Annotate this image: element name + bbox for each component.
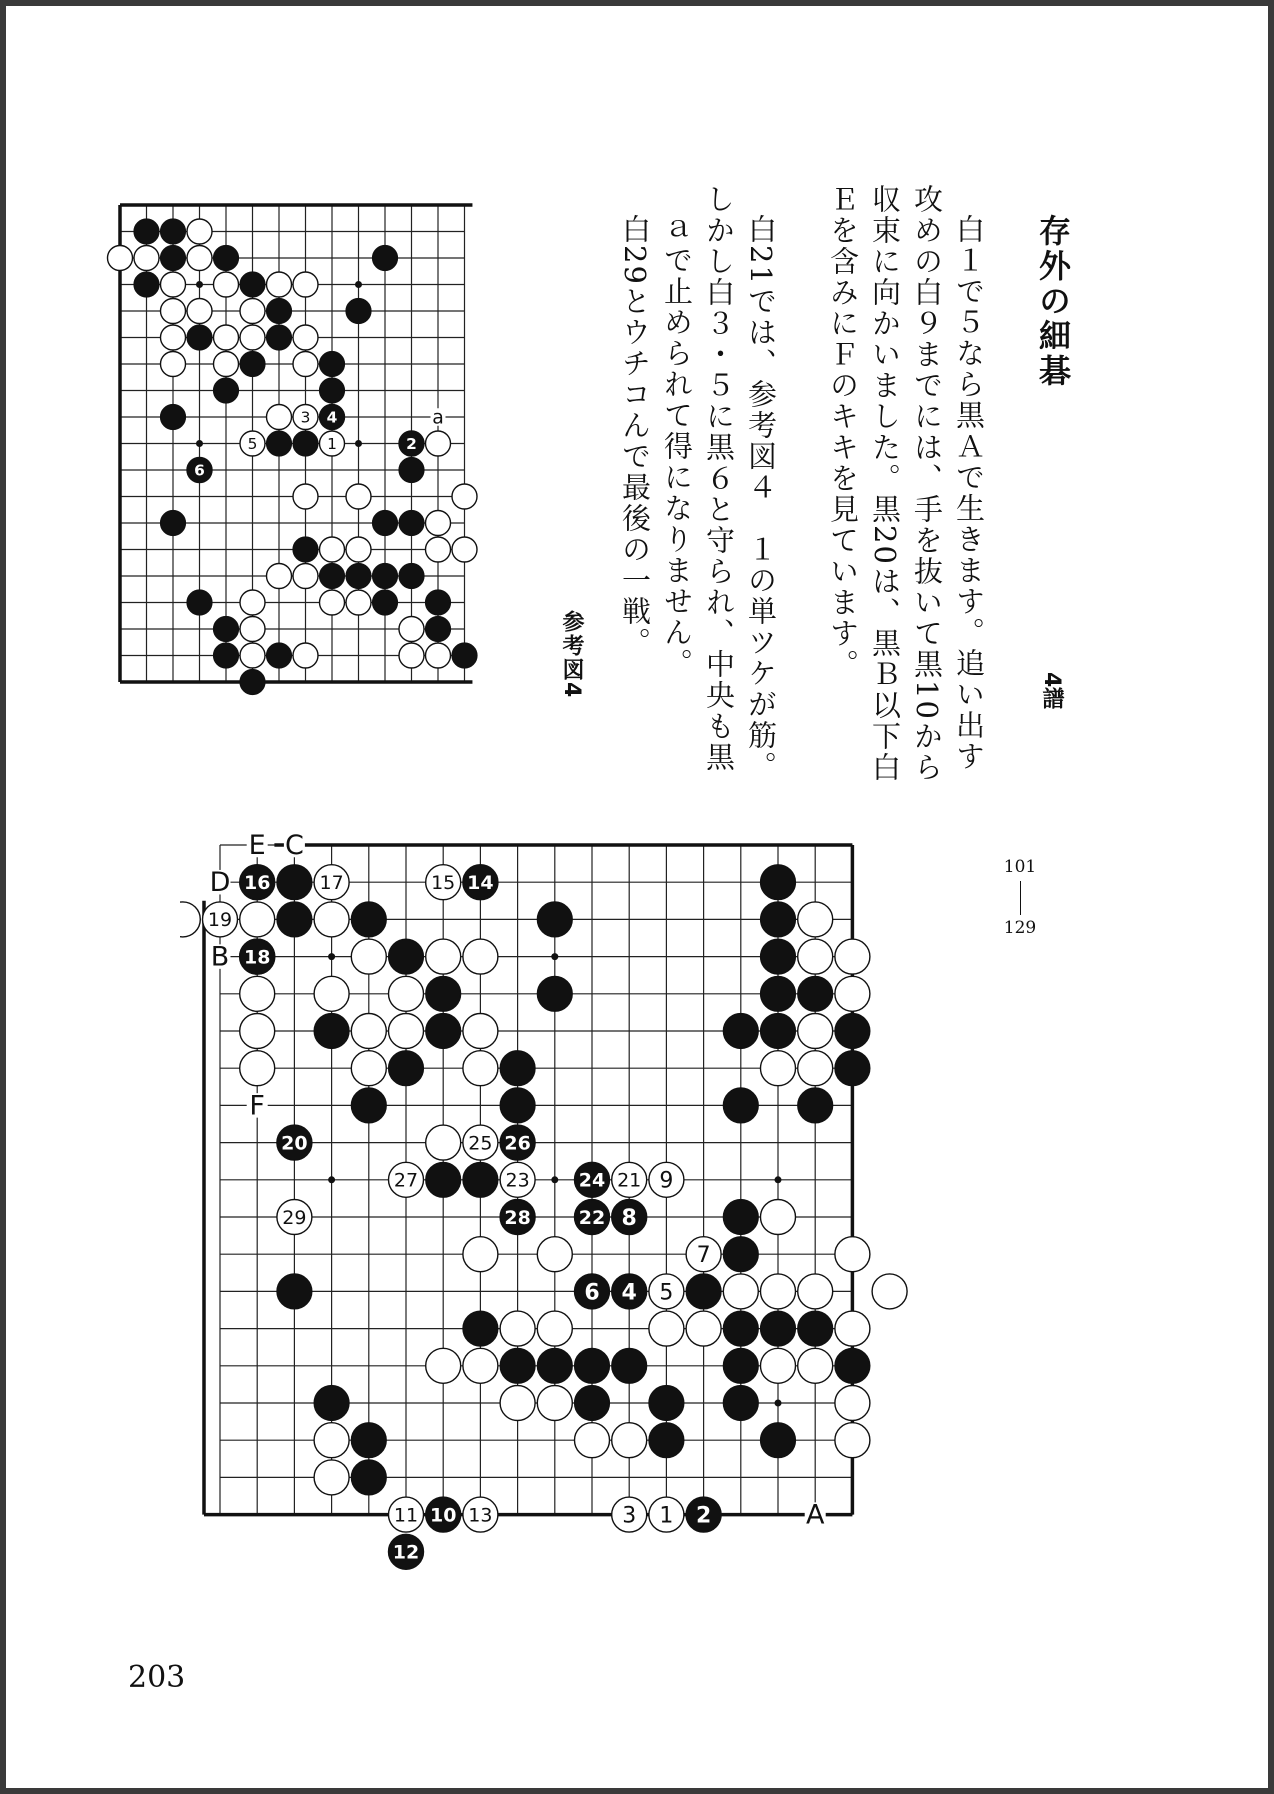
black-stone: [761, 1311, 796, 1346]
black-stone: [798, 976, 833, 1011]
move-number-22: 22: [578, 1206, 606, 1229]
black-stone: [399, 511, 424, 536]
white-stone: [108, 246, 133, 271]
white-stone: [500, 1386, 535, 1421]
black-stone: [500, 1051, 535, 1086]
star-point: [551, 1176, 558, 1183]
move-range-end: 129: [1003, 917, 1037, 938]
black-stone: [723, 1311, 758, 1346]
white-stone: [835, 1386, 870, 1421]
white-stone: [835, 939, 870, 974]
white-stone: [180, 902, 200, 937]
white-stone: [240, 617, 265, 642]
white-stone: [314, 976, 349, 1011]
move-number-19: 19: [207, 909, 233, 932]
black-stone: [277, 1274, 312, 1309]
black-stone: [240, 272, 265, 297]
white-stone: [452, 537, 477, 562]
page-number: 203: [128, 1660, 186, 1695]
white-stone: [500, 1311, 535, 1346]
white-stone: [575, 1423, 610, 1458]
figure-number-label: 4譜: [1039, 672, 1064, 710]
white-stone: [426, 643, 451, 668]
black-stone: [373, 246, 398, 271]
white-stone: [761, 1348, 796, 1383]
move-number-28: 28: [504, 1206, 531, 1229]
move-number-2: 2: [695, 1503, 712, 1529]
star-point: [355, 440, 362, 447]
white-stone: [798, 1348, 833, 1383]
move-number-16: 16: [243, 872, 271, 895]
white-stone: [314, 1460, 349, 1495]
black-stone: [399, 564, 424, 589]
move-number-13: 13: [468, 1504, 493, 1527]
white-stone: [399, 643, 424, 668]
move-number-24: 24: [578, 1169, 606, 1192]
black-stone: [351, 1423, 386, 1458]
white-stone: [798, 1014, 833, 1049]
black-stone: [214, 617, 239, 642]
move-number-5: 5: [659, 1280, 674, 1306]
move-number-25: 25: [468, 1132, 493, 1155]
white-stone: [463, 939, 498, 974]
black-stone: [214, 246, 239, 271]
move-range-indicator: [1000, 858, 1040, 937]
white-stone: [463, 1348, 498, 1383]
black-stone: [351, 1460, 386, 1495]
page-title: 存外の細碁: [1034, 214, 1072, 389]
white-stone: [293, 352, 318, 377]
black-stone: [835, 1348, 870, 1383]
board-letter-C: C: [284, 830, 304, 861]
white-stone: [267, 564, 292, 589]
white-stone: [686, 1311, 721, 1346]
black-stone: [346, 564, 371, 589]
move-number-5: 5: [247, 435, 258, 454]
move-number-15: 15: [431, 872, 456, 895]
black-stone: [723, 1014, 758, 1049]
white-stone: [537, 1311, 572, 1346]
black-stone: [346, 299, 371, 324]
black-stone: [463, 1162, 498, 1197]
star-point: [775, 1400, 782, 1407]
black-stone: [161, 511, 186, 536]
white-stone: [293, 643, 318, 668]
move-number-3: 3: [622, 1503, 637, 1529]
move-number-17: 17: [319, 872, 344, 895]
black-stone: [537, 976, 572, 1011]
black-stone: [389, 939, 424, 974]
black-stone: [723, 1088, 758, 1123]
move-number-4: 4: [621, 1280, 637, 1306]
white-stone: [399, 617, 424, 642]
white-stone: [723, 1274, 758, 1309]
move-number-14: 14: [467, 872, 494, 895]
white-stone: [187, 219, 212, 244]
game-record-board: [180, 830, 1000, 1620]
white-stone: [240, 643, 265, 668]
star-point: [355, 281, 362, 288]
move-number-1: 1: [327, 435, 337, 454]
board-letter-D: D: [209, 867, 231, 899]
move-number-11: 11: [393, 1504, 419, 1527]
paragraph-line-6: しかし白３・５に黒６と守られ、中央も黒: [702, 184, 736, 773]
white-stone: [240, 325, 265, 350]
white-stone: [426, 1348, 461, 1383]
move-number-7: 7: [696, 1243, 711, 1269]
black-stone: [649, 1386, 684, 1421]
white-stone: [798, 1274, 833, 1309]
white-stone: [293, 325, 318, 350]
white-stone: [389, 1014, 424, 1049]
black-stone: [761, 1014, 796, 1049]
paragraph-line-2: 攻めの白９までには、手を抜いて黒10から: [910, 184, 944, 783]
white-stone: [293, 564, 318, 589]
paragraph-line-3: 収束に向かいました。黒20は、黒Ｂ以下白: [868, 184, 902, 783]
white-stone: [798, 902, 833, 937]
black-stone: [399, 458, 424, 483]
white-stone: [426, 537, 451, 562]
black-stone: [293, 537, 318, 562]
move-number-8: 8: [621, 1205, 637, 1231]
white-stone: [161, 325, 186, 350]
star-point: [196, 440, 203, 447]
board-letter-B: B: [210, 941, 230, 973]
white-stone: [214, 352, 239, 377]
star-point: [328, 1176, 335, 1183]
black-stone: [426, 1014, 461, 1049]
black-stone: [314, 1386, 349, 1421]
white-stone: [835, 1237, 870, 1272]
paragraph-line-1: 白１で５なら黒Ａで生きます。追い出す: [952, 214, 986, 772]
white-stone: [293, 272, 318, 297]
white-stone: [649, 1311, 684, 1346]
reference-diagram-label: 参考図4: [559, 610, 584, 700]
black-stone: [351, 902, 386, 937]
white-stone: [761, 1274, 796, 1309]
black-stone: [293, 431, 318, 456]
white-stone: [187, 299, 212, 324]
white-stone: [240, 1014, 275, 1049]
star-point: [328, 953, 335, 960]
white-stone: [161, 272, 186, 297]
white-stone: [320, 537, 345, 562]
black-stone: [426, 590, 451, 615]
white-stone: [134, 246, 159, 271]
black-stone: [240, 670, 265, 695]
white-stone: [463, 1051, 498, 1086]
black-stone: [463, 1311, 498, 1346]
white-stone: [426, 1125, 461, 1160]
white-stone: [872, 1274, 907, 1309]
black-stone: [686, 1274, 721, 1309]
white-stone: [346, 537, 371, 562]
black-stone: [761, 865, 796, 900]
move-number-6: 6: [584, 1280, 600, 1306]
move-number-29: 29: [282, 1206, 307, 1229]
black-stone: [267, 325, 292, 350]
white-stone: [240, 1051, 275, 1086]
black-stone: [649, 1423, 684, 1458]
white-stone: [314, 902, 349, 937]
white-stone: [835, 976, 870, 1011]
white-stone: [537, 1386, 572, 1421]
star-point: [551, 953, 558, 960]
white-stone: [452, 484, 477, 509]
black-stone: [723, 1237, 758, 1272]
board-letter-a: a: [432, 406, 444, 429]
white-stone: [426, 511, 451, 536]
white-stone: [187, 246, 212, 271]
black-stone: [575, 1386, 610, 1421]
star-point: [196, 281, 203, 288]
white-stone: [426, 431, 451, 456]
black-stone: [426, 976, 461, 1011]
black-stone: [277, 902, 312, 937]
move-number-27: 27: [393, 1169, 419, 1192]
black-stone: [835, 1014, 870, 1049]
black-stone: [723, 1200, 758, 1235]
black-stone: [500, 1088, 535, 1123]
white-stone: [761, 1051, 796, 1086]
black-stone: [320, 564, 345, 589]
black-stone: [161, 219, 186, 244]
paragraph-line-8: 白29とウチコんで最後の一戦。: [618, 214, 652, 658]
move-number-21: 21: [617, 1169, 642, 1192]
move-number-1: 1: [659, 1503, 674, 1529]
black-stone: [314, 1014, 349, 1049]
black-stone: [267, 643, 292, 668]
black-stone: [761, 902, 796, 937]
white-stone: [320, 590, 345, 615]
white-stone: [267, 272, 292, 297]
white-stone: [267, 405, 292, 430]
black-stone: [798, 1088, 833, 1123]
black-stone: [389, 1051, 424, 1086]
black-stone: [373, 511, 398, 536]
white-stone: [346, 484, 371, 509]
black-stone: [373, 590, 398, 615]
move-range-start: 101: [1003, 857, 1037, 877]
white-stone: [798, 1051, 833, 1086]
move-number-9: 9: [659, 1168, 674, 1194]
black-stone: [426, 1162, 461, 1197]
black-stone: [761, 1423, 796, 1458]
black-stone: [351, 1088, 386, 1123]
reference-diagram-board: [100, 190, 560, 770]
white-stone: [798, 939, 833, 974]
black-stone: [134, 272, 159, 297]
move-number-23: 23: [505, 1169, 530, 1192]
move-number-26: 26: [504, 1132, 531, 1155]
move-number-10: 10: [429, 1504, 457, 1527]
black-stone: [723, 1348, 758, 1383]
black-stone: [798, 1311, 833, 1346]
black-stone: [277, 865, 312, 900]
white-stone: [835, 1423, 870, 1458]
move-number-3: 3: [300, 408, 311, 427]
black-stone: [537, 902, 572, 937]
black-stone: [500, 1348, 535, 1383]
black-stone: [214, 378, 239, 403]
board-letter-F: F: [249, 1090, 265, 1122]
white-stone: [389, 976, 424, 1011]
black-stone: [187, 325, 212, 350]
white-stone: [463, 1014, 498, 1049]
board-letter-E: E: [248, 830, 266, 861]
black-stone: [187, 590, 212, 615]
black-stone: [452, 643, 477, 668]
white-stone: [214, 272, 239, 297]
black-stone: [320, 352, 345, 377]
black-stone: [537, 1348, 572, 1383]
white-stone: [240, 976, 275, 1011]
black-stone: [761, 976, 796, 1011]
black-stone: [761, 939, 796, 974]
white-stone: [240, 902, 275, 937]
black-stone: [161, 246, 186, 271]
black-stone: [575, 1348, 610, 1383]
black-stone: [134, 219, 159, 244]
black-stone: [240, 352, 265, 377]
black-stone: [723, 1386, 758, 1421]
move-number-12: 12: [392, 1541, 420, 1564]
paragraph-line-4: Ｅを含みにＦのキキを見ています。: [826, 184, 860, 680]
white-stone: [351, 939, 386, 974]
move-number-4: 4: [326, 408, 338, 427]
paragraph-line-7: ａで止められて得になりません。: [660, 214, 694, 679]
white-stone: [761, 1200, 796, 1235]
paragraph-line-5: 白21では、参考図４ １の単ツケが筋。: [744, 214, 778, 782]
move-number-20: 20: [281, 1132, 308, 1155]
black-stone: [612, 1348, 647, 1383]
white-stone: [161, 299, 186, 324]
black-stone: [835, 1051, 870, 1086]
white-stone: [835, 1311, 870, 1346]
white-stone: [240, 590, 265, 615]
white-stone: [351, 1014, 386, 1049]
board-letter-A: A: [805, 1499, 825, 1531]
black-stone: [267, 431, 292, 456]
black-stone: [267, 299, 292, 324]
black-stone: [320, 378, 345, 403]
white-stone: [314, 1423, 349, 1458]
black-stone: [214, 643, 239, 668]
star-point: [775, 1176, 782, 1183]
move-number-2: 2: [406, 435, 417, 454]
white-stone: [214, 325, 239, 350]
white-stone: [293, 484, 318, 509]
white-stone: [612, 1423, 647, 1458]
white-stone: [161, 352, 186, 377]
white-stone: [463, 1237, 498, 1272]
white-stone: [426, 939, 461, 974]
black-stone: [426, 617, 451, 642]
black-stone: [161, 405, 186, 430]
white-stone: [240, 299, 265, 324]
move-number-18: 18: [243, 946, 271, 969]
white-stone: [351, 1051, 386, 1086]
move-number-6: 6: [194, 461, 205, 480]
white-stone: [537, 1237, 572, 1272]
black-stone: [373, 564, 398, 589]
white-stone: [346, 590, 371, 615]
